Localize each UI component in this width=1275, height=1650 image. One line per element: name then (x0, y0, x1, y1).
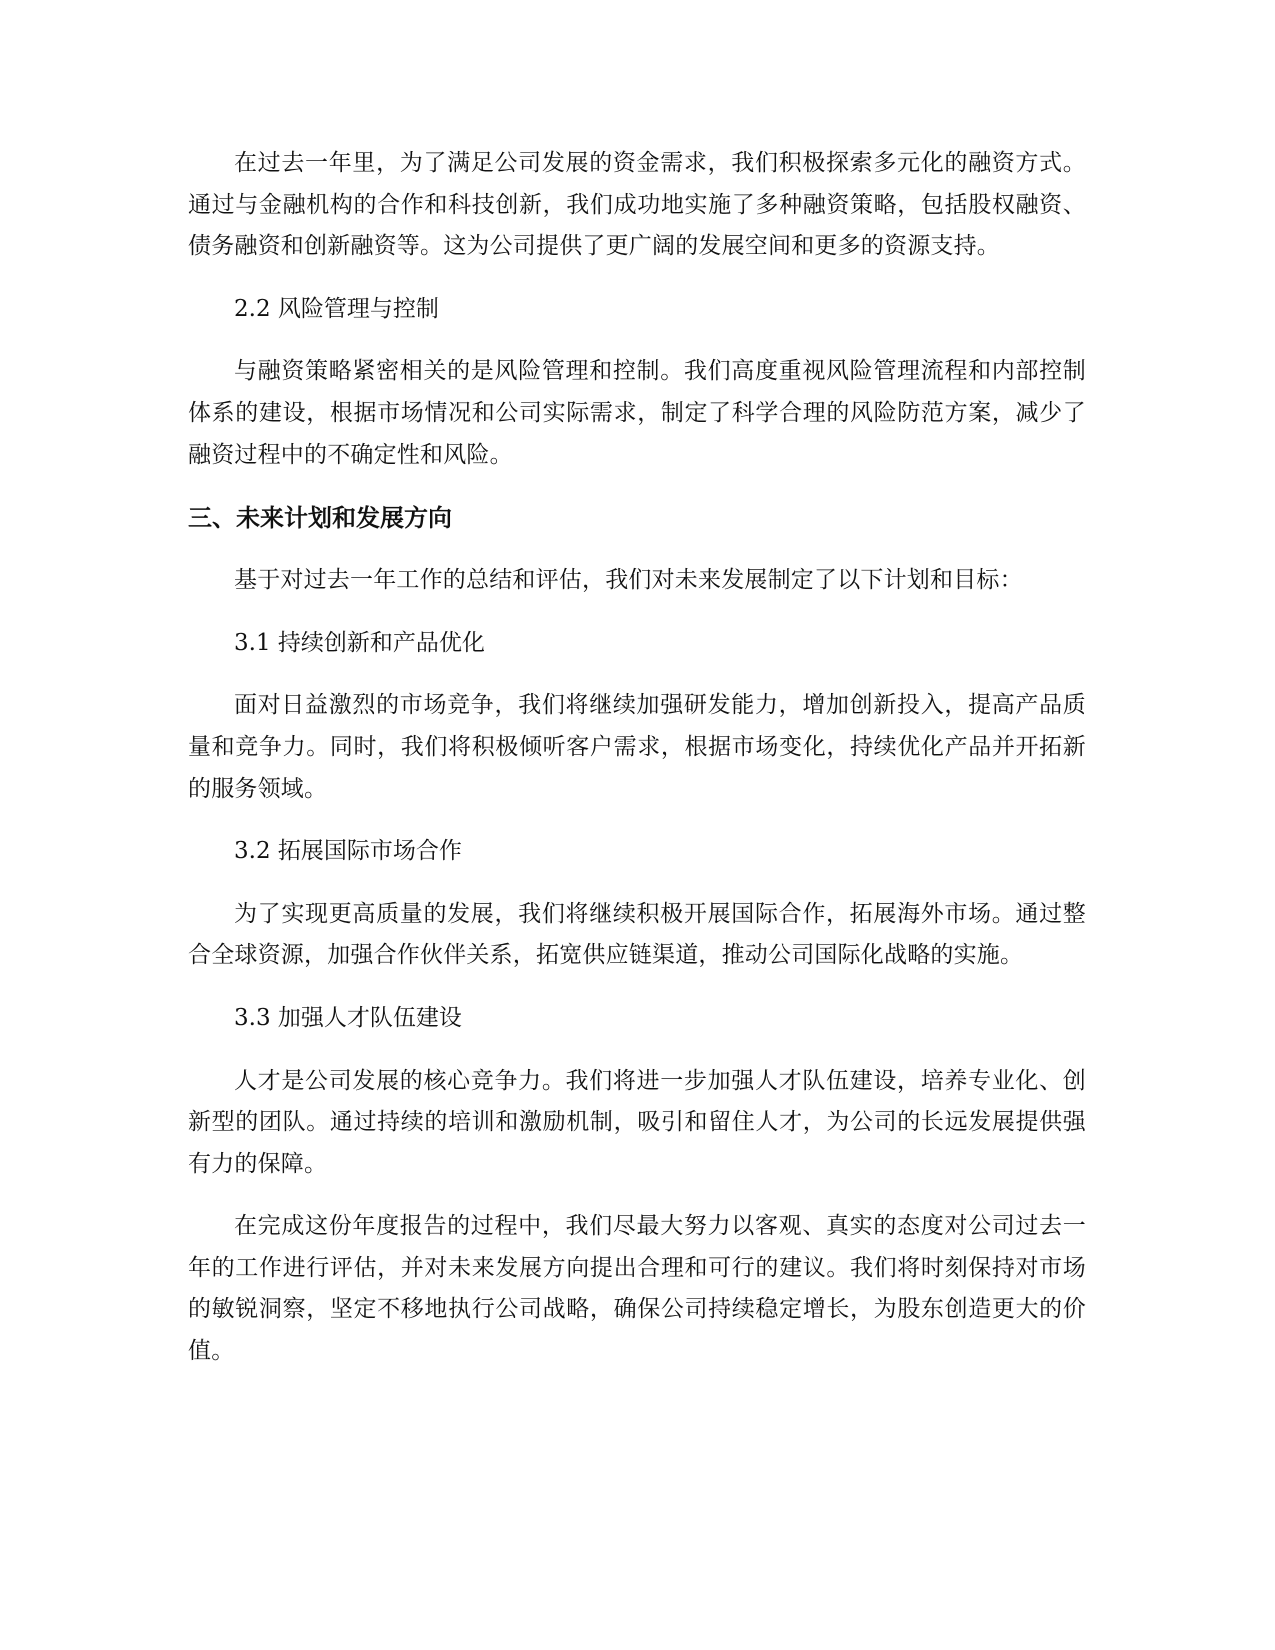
subheading-3-3: 3.3 加强人才队伍建设 (234, 1004, 462, 1031)
subheading-3-2: 3.2 拓展国际市场合作 (234, 838, 462, 865)
subheading-2-2: 2.2 风险管理与控制 (234, 295, 439, 322)
paragraph-closing: 在完成这份年度报告的过程中，我们尽最大努力以客观、真实的态度对公司过去一年的工作进行评估，并对未来发展方向提出合理和可行的建议。我们将时刻保持对市场的敏锐洞察，坚定不移地执行公司战略，确保公司持续稳定增长，为股东创造更大的价值。 (188, 1213, 1086, 1365)
paragraph-3-3: 人才是公司发展的核心竞争力。我们将进一步加强人才队伍建设，培养专业化、创新型的团队。通过持续的培训和激励机制，吸引和留住人才，为公司的长远发展提供强有力的保障。 (188, 1067, 1086, 1177)
paragraph-3-2: 为了实现更高质量的发展，我们将继续积极开展国际合作，拓展海外市场。通过整合全球资源，加强合作伙伴关系，拓宽供应链渠道，推动公司国际化战略的实施。 (188, 900, 1086, 969)
subheading-3-1: 3.1 持续创新和产品优化 (234, 629, 485, 656)
paragraph-financing: 在过去一年里，为了满足公司发展的资金需求，我们积极探索多元化的融资方式。通过与金融机构的合作和科技创新，我们成功地实施了多种融资策略，包括股权融资、债务融资和创新融资等。这为公司提供了更广阔的发展空间和更多的资源支持。 (188, 150, 1086, 260)
document-body (188, 143, 1086, 1373)
paragraph-risk: 与融资策略紧密相关的是风险管理和控制。我们高度重视风险管理流程和内部控制体系的建设，根据市场情况和公司实际需求，制定了科学合理的风险防范方案，减少了融资过程中的不确定性和风险。 (188, 358, 1086, 468)
paragraph-3-1: 面对日益激烈的市场竞争，我们将继续加强研发能力，增加创新投入，提高产品质量和竞争力。同时，我们将积极倾听客户需求，根据市场变化，持续优化产品并开拓新的服务领域。 (188, 692, 1086, 802)
paragraph-intro-3: 基于对过去一年工作的总结和评估，我们对未来发展制定了以下计划和目标： (234, 567, 1023, 594)
section-heading-3: 三、未来计划和发展方向 (188, 504, 452, 533)
